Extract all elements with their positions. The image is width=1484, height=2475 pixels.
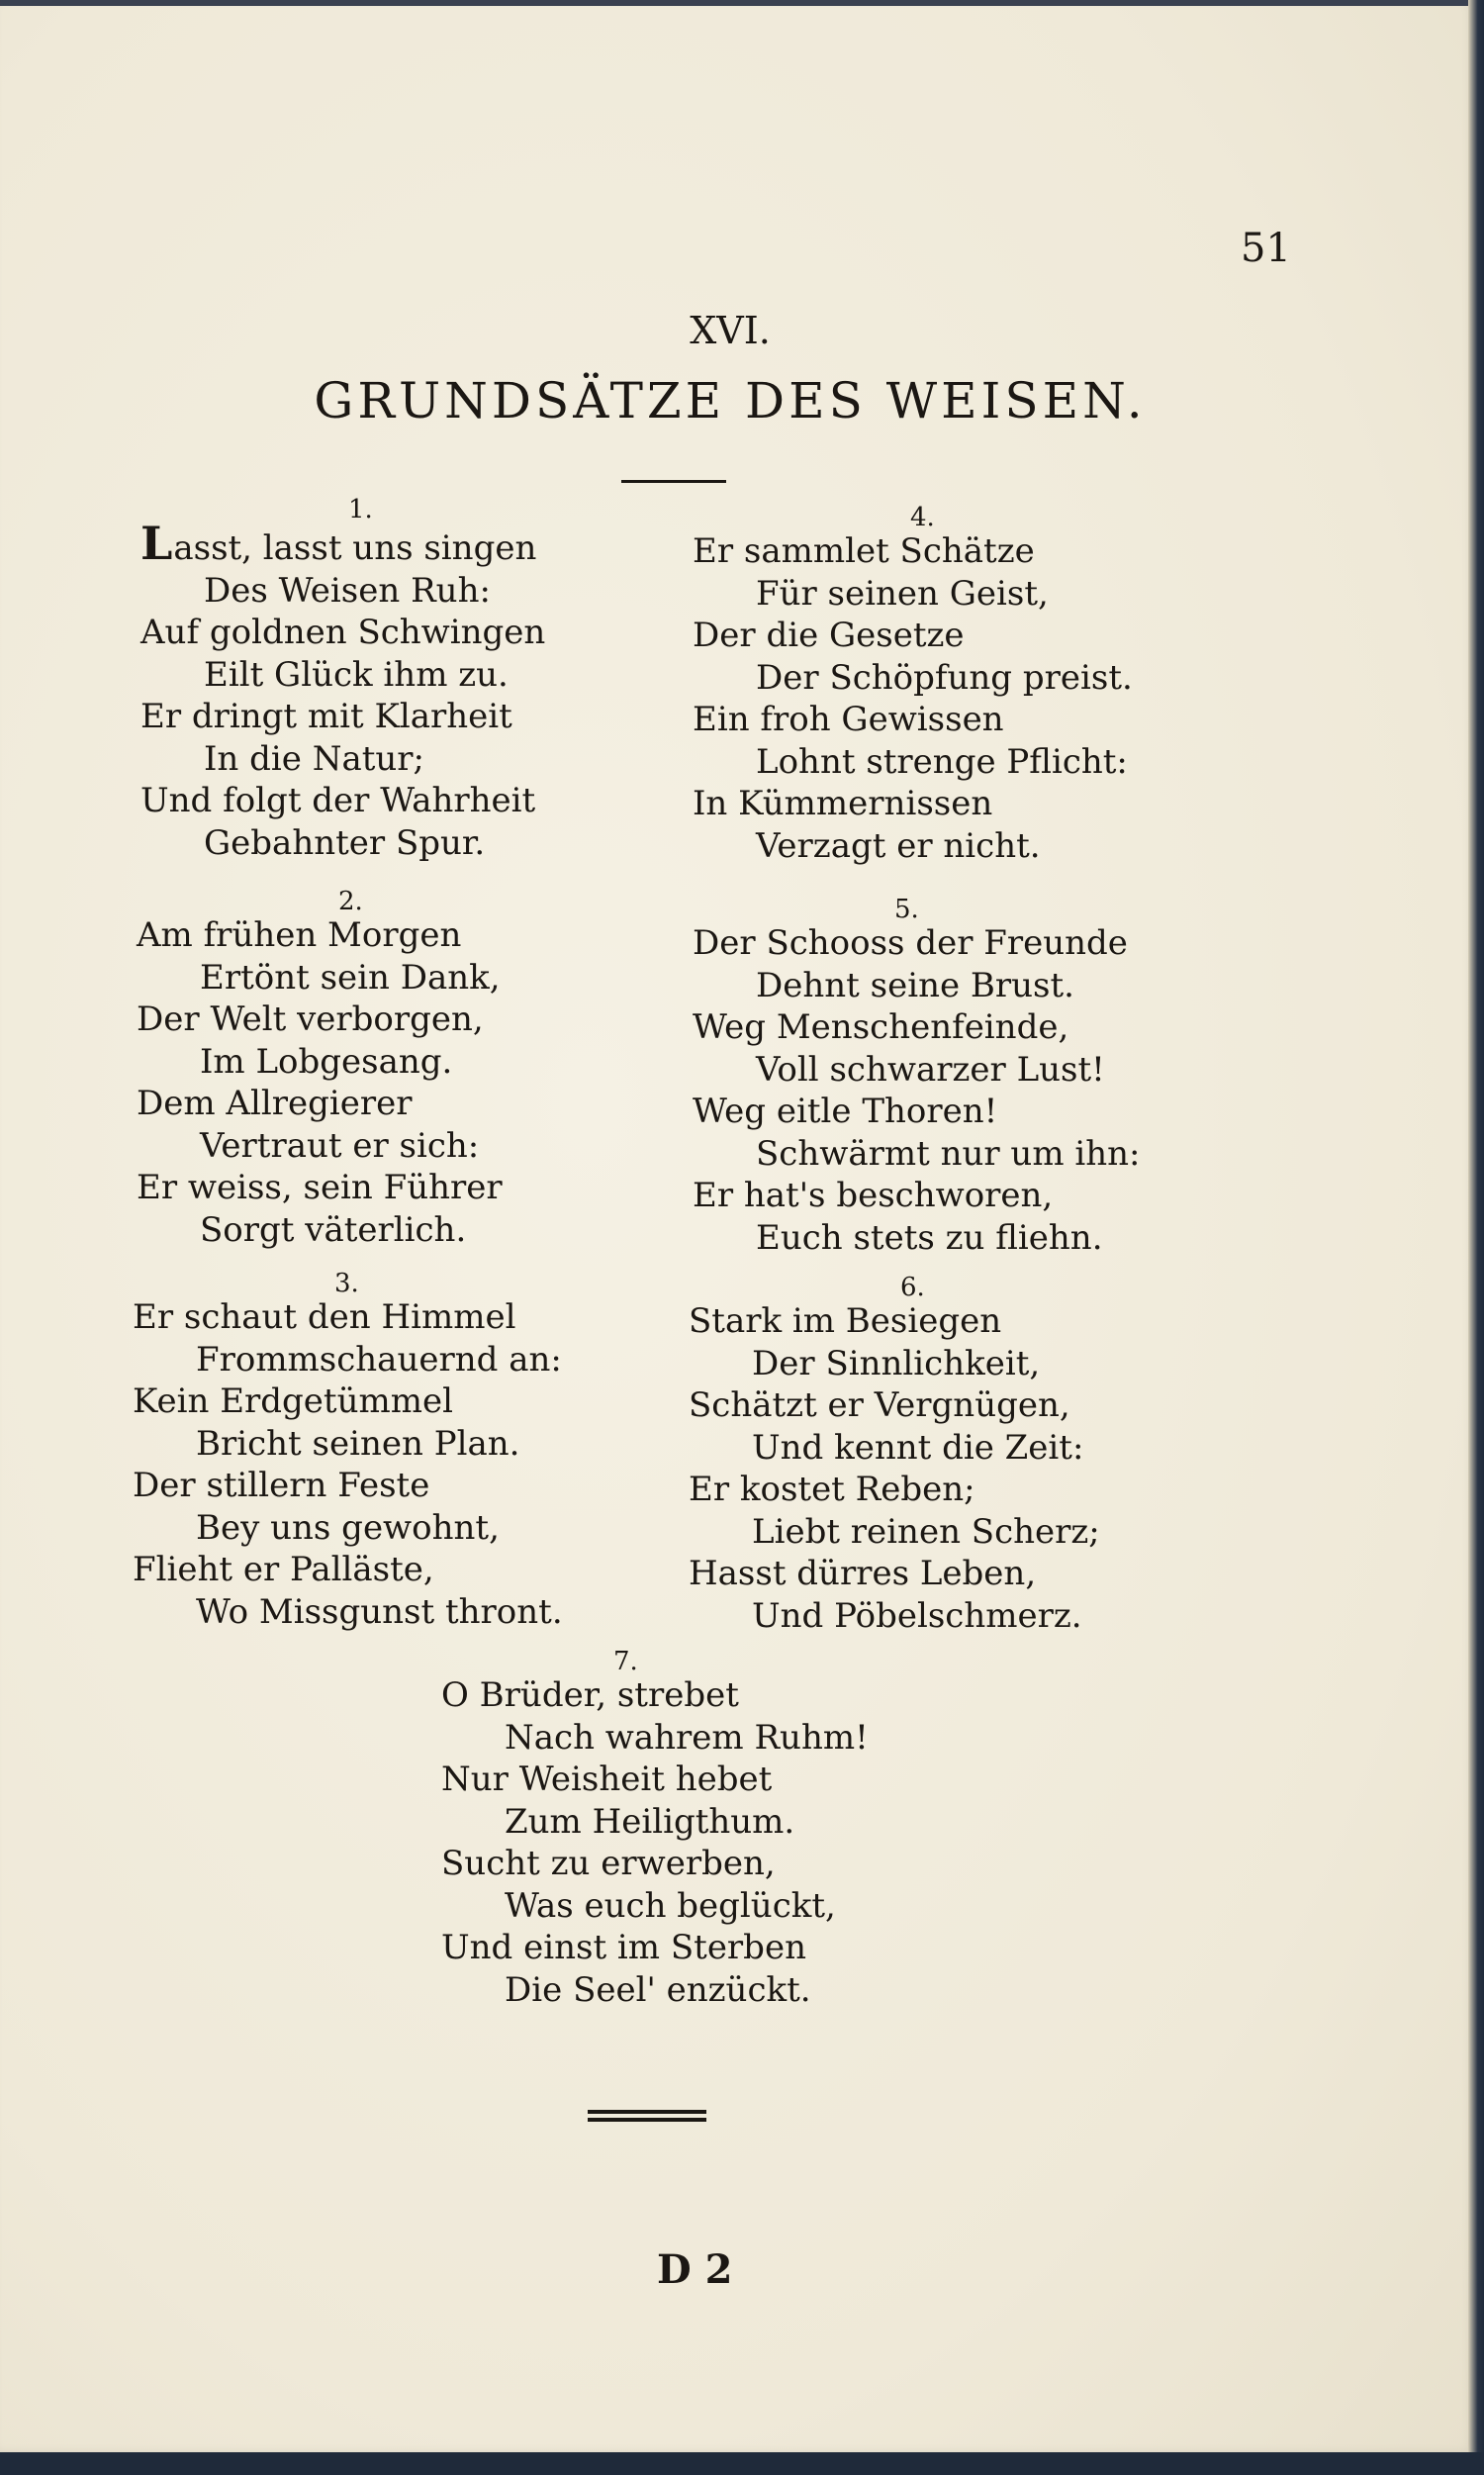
stanza-number: 5. [894, 895, 919, 924]
poem-line: Er weiss, sein Führer [137, 1168, 503, 1207]
ornamental-rule [588, 2110, 706, 2122]
poem-line: Ertönt sein Dank, [200, 957, 501, 998]
poem-line: Im Lobgesang. [200, 1041, 453, 1082]
poem-line: Der Schöpfung preist. [756, 657, 1133, 698]
poem-line: Er kostet Reben; [689, 1470, 975, 1509]
poem-line-rest: asst, lasst uns singen [173, 528, 537, 568]
drop-initial: L [140, 517, 174, 570]
poem-line: Vertraut er sich: [200, 1125, 480, 1166]
stanza-number: 1. [348, 495, 373, 524]
poem-line: Was euch beglückt, [505, 1885, 836, 1926]
poem-line: Sorgt väterlich. [200, 1209, 467, 1250]
poem-line: Der stillern Feste [133, 1466, 430, 1505]
poem-line: Eilt Glück ihm zu. [204, 654, 509, 695]
poem-line: In Kümmernissen [693, 784, 993, 823]
stanza-7 [441, 1649, 869, 2011]
poem-line: Der Welt verborgen, [137, 1000, 484, 1039]
poem-line: Wo Missgunst thront. [196, 1591, 563, 1632]
poem-line: Bricht seinen Plan. [196, 1423, 520, 1464]
poem-line: In die Natur; [204, 738, 424, 779]
poem-line: Er hat's beschworen, [693, 1176, 1054, 1215]
poem-line: Die Seel' enzückt. [505, 1969, 811, 2010]
poem-line: Sucht zu erwerben, [441, 1844, 776, 1883]
poem-line: Lohnt strenge Pflicht: [756, 741, 1128, 782]
poem-line: Stark im Besiegen [689, 1301, 1002, 1341]
poem-line: Hasst dürres Leben, [689, 1554, 1037, 1593]
poem-line: Nach wahrem Ruhm! [505, 1717, 869, 1758]
poem-line: Der Sinnlichkeit, [752, 1343, 1041, 1383]
poem-line: Zum Heiligthum. [505, 1801, 795, 1842]
poem-line: Er schaut den Himmel [133, 1297, 516, 1337]
stanza-2 [137, 889, 503, 1251]
poem-line: Und kennt die Zeit: [752, 1427, 1084, 1468]
poem-line: Euch stets zu fliehn. [756, 1217, 1103, 1258]
poem-line: Dem Allregierer [137, 1084, 413, 1123]
poem-line [140, 517, 545, 570]
stanza-number: 4. [910, 503, 935, 532]
stanza-6 [689, 1275, 1100, 1637]
poem-line: O Brüder, strebet [441, 1675, 739, 1715]
poem-line: Liebt reinen Scherz; [752, 1511, 1100, 1552]
poem-line: Schwärmt nur um ihn: [756, 1133, 1141, 1174]
poem-line: Des Weisen Ruh: [204, 570, 491, 611]
stanza-5 [693, 897, 1141, 1259]
stanza-3 [133, 1271, 563, 1633]
stanza-1 [140, 497, 545, 864]
stanza-4 [693, 505, 1133, 867]
poem-line: Und folgt der Wahrheit [140, 781, 536, 820]
page-number: 51 [1241, 226, 1291, 271]
poem-line: Für seinen Geist, [756, 573, 1049, 614]
poem-line: Und einst im Sterben [441, 1928, 806, 1967]
poem-line: Voll schwarzer Lust! [756, 1049, 1105, 1090]
poem-line: Flieht er Palläste, [133, 1550, 434, 1589]
poem-line: Und Pöbelschmerz. [752, 1595, 1082, 1636]
poem-title: GRUNDSÄTZE DES WEISEN. [314, 372, 1147, 429]
stanza-number: 3. [334, 1269, 359, 1298]
signature-mark: D 2 [657, 2246, 733, 2293]
stanza-number: 2. [338, 887, 363, 916]
poem-line: Der die Gesetze [693, 616, 965, 655]
poem-line: Weg eitle Thoren! [693, 1092, 998, 1131]
poem-line: Dehnt seine Brust. [756, 965, 1074, 1005]
scan-right-edge [1468, 0, 1484, 2475]
poem-line: Der Schooss der Freunde [693, 923, 1128, 963]
poem-line: Schätzt er Vergnügen, [689, 1385, 1070, 1425]
poem-line: Am frühen Morgen [137, 915, 462, 955]
stanza-number: 6. [900, 1273, 925, 1302]
poem-line: Bey uns gewohnt, [196, 1507, 500, 1548]
poem-line: Frommschauernd an: [196, 1339, 562, 1380]
section-numeral: XVI. [690, 309, 771, 352]
poem-line: Nur Weisheit hebet [441, 1760, 773, 1799]
poem-line: Gebahnter Spur. [204, 822, 486, 863]
stanza-number: 7. [613, 1647, 638, 1676]
poem-line: Ein froh Gewissen [693, 700, 1004, 739]
scan-top-edge [0, 0, 1484, 6]
poem-line: Weg Menschenfeinde, [693, 1007, 1069, 1047]
scan-bottom-edge [0, 2452, 1484, 2475]
poem-line: Verzagt er nicht. [756, 825, 1041, 866]
poem-line: Kein Erdgetümmel [133, 1381, 453, 1421]
poem-line: Er sammlet Schätze [693, 531, 1035, 571]
poem-line: Er dringt mit Klarheit [140, 697, 512, 736]
title-rule [621, 480, 726, 483]
poem-line: Auf goldnen Schwingen [140, 613, 546, 652]
